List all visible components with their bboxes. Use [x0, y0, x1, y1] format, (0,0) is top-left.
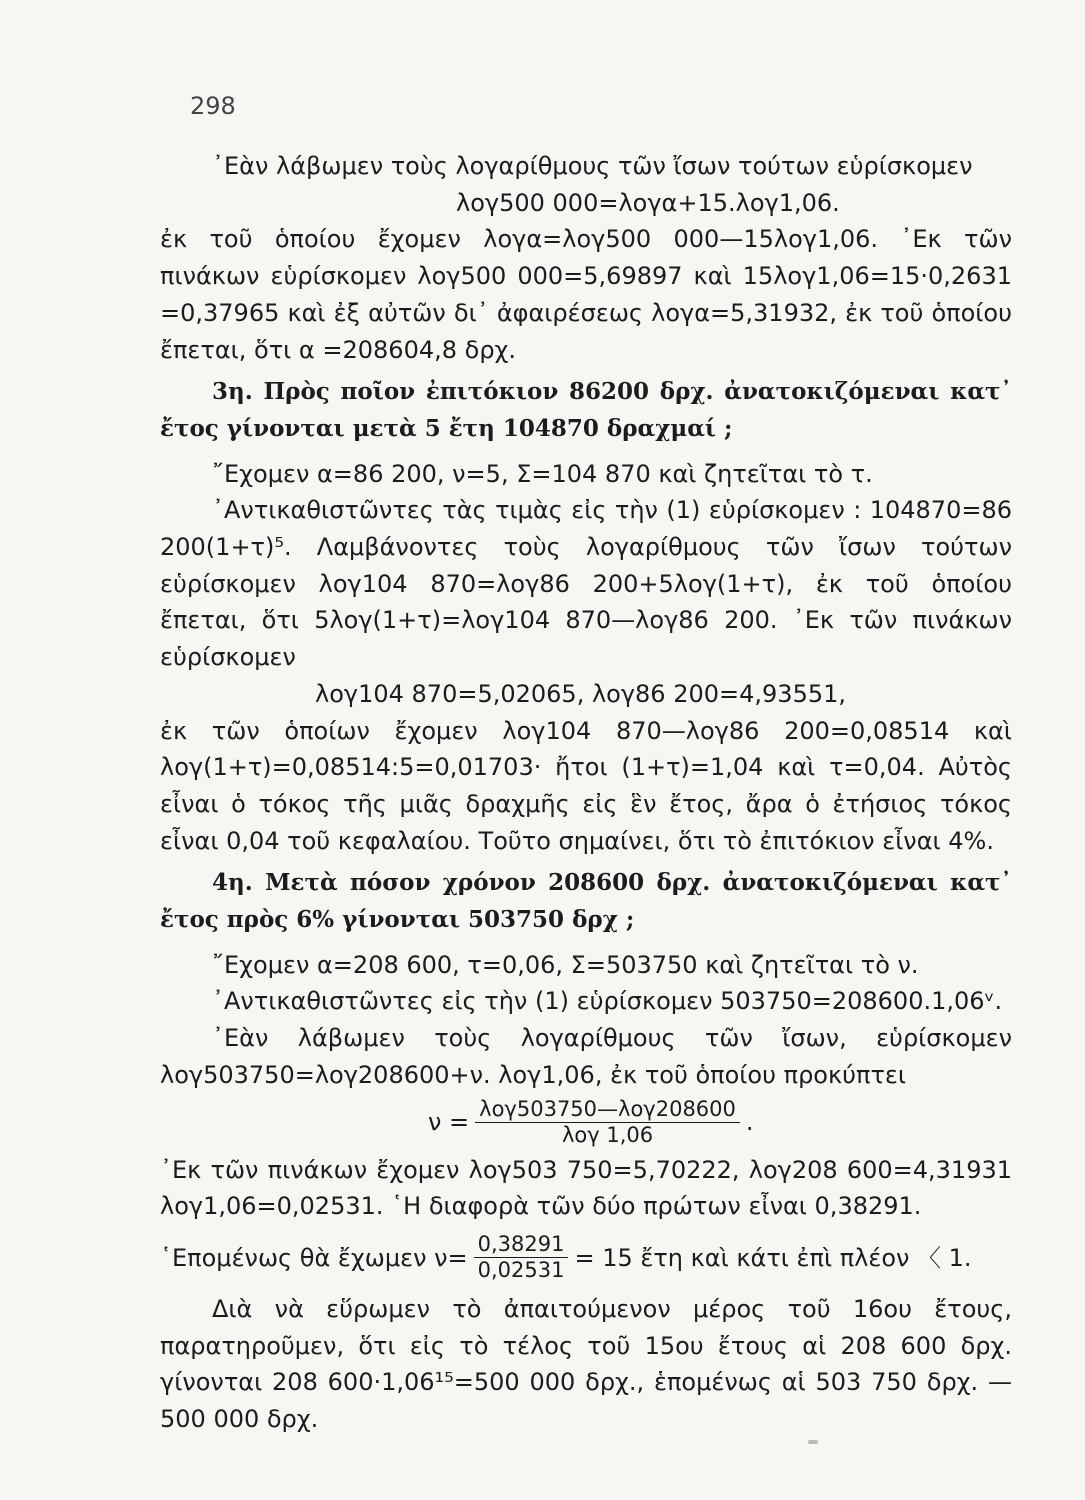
- formula-prefix: ῾Επομένως θὰ ἔχωμεν ν=: [160, 1243, 468, 1272]
- paragraph: ᾿Αντικαθιστῶντες εἰς τὴν (1) εὑρίσκομεν 503750=208600.1,06ᵛ.: [212, 987, 1003, 1016]
- fraction: [474, 1232, 569, 1283]
- paragraph: ῎Εχομεν α=86 200, ν=5, Σ=104 870 καὶ ζητεῖται τὸ τ.: [212, 459, 873, 488]
- fraction-denominator: 0,02531: [477, 1258, 565, 1283]
- paragraph: ᾿Εὰν λάβωμεν τοὺς λογαρίθμους τῶν ἴσων, εὑρίσκομεν λογ503750=λογ208600+ν. λογ1,06, ἐκ τοῦ ὁποίου προκύπτει: [160, 1024, 1012, 1089]
- problem-heading-4: 4η. Μετὰ πόσον χρόνον 208600 δρχ. ἀνατοκιζόμεναι κατ᾿ ἔτος πρὸς 6% γίνονται 503750 δρχ ;: [160, 869, 1012, 934]
- formula-suffix: = 15 ἔτη καὶ κάτι ἐπὶ πλέον 〈 1.: [574, 1243, 972, 1272]
- paragraph: ῎Εχομεν α=208 600, τ=0,06, Σ=503750 καὶ ζητεῖται τὸ ν.: [212, 950, 919, 979]
- paragraph: ἐκ τῶν ὁποίων ἔχομεν λογ104 870—λογ86 200=0,08514 καὶ λογ(1+τ)=0,08514:5=0,01703· ἤτοι (1+τ)=1,04 καὶ τ=0,04. Αὐτὸς εἶναι ὁ τόκος τῆς μιᾶς δραχμῆς εἰς ἓν ἔτος, ἄρα ὁ ἐτήσιος τόκος εἶναι 0,04 τοῦ κεφαλαίου. Τοῦτο σημαίνει, ὅτι τὸ ἐπιτόκιον εἶναι 4%.: [160, 716, 1012, 855]
- fraction-numerator: λογ503750—λογ208600: [475, 1097, 740, 1123]
- formula-end: .: [745, 1108, 754, 1137]
- problem-heading-3: 3η. Πρὸς ποῖον ἐπιτόκιον 86200 δρχ. ἀνατοκιζόμεναι κατ᾿ ἔτος γίνονται μετὰ 5 ἔτη 104870 δραχμαί ;: [160, 378, 1012, 442]
- fraction-formula-result: [160, 1225, 1012, 1291]
- page-body: [160, 148, 1012, 1438]
- formula-line: λογ104 870=5,02065, λογ86 200=4,93551,: [315, 679, 846, 708]
- paragraph: ἐκ τοῦ ὁποίου ἔχομεν λογα=λογ500 000—15λογ1,06. ᾿Εκ τῶν πινάκων εὑρίσκομεν λογ500 000=5,69897 καὶ 15λογ1,06=15·0,2631 =0,37965 καὶ ἐξ αὐτῶν δι᾿ ἀφαιρέσεως λογα=5,31932, ἐκ τοῦ ὁποίου ἔπεται, ὅτι α =208604,8 δρχ.: [160, 225, 1012, 364]
- paragraph: ᾿Αντικαθιστῶντες τὰς τιμὰς εἰς τὴν (1) εὑρίσκομεν : 104870=86 200(1+τ)⁵. Λαμβάνοντες τοὺς λογαρίθμους τῶν ἴσων τούτων εὑρίσκομεν λογ104 870=λογ86 200+5λογ(1+τ), ἐκ τοῦ ὁποίου ἔπεται, ὅτι 5λογ(1+τ)=λογ104 870—λογ86 200. ᾿Εκ τῶν πινάκων εὑρίσκομεν: [160, 496, 1012, 672]
- page-number: 298: [190, 92, 236, 120]
- paragraph: ᾿Εὰν λάβωμεν τοὺς λογαρίθμους τῶν ἴσων τούτων εὑρίσκομεν: [212, 152, 973, 180]
- formula-lhs: ν =: [428, 1108, 470, 1137]
- scan-smudge: [808, 1440, 818, 1444]
- fraction-formula-nu: [160, 1094, 1012, 1152]
- fraction: [475, 1097, 740, 1148]
- paragraph: ᾿Εκ τῶν πινάκων ἔχομεν λογ503 750=5,70222, λογ208 600=4,31931 λογ1,06=0,02531. ῾Η διαφορὰ τῶν δύο πρώτων εἶναι 0,38291.: [160, 1155, 1012, 1221]
- paragraph: Διὰ νὰ εὕρωμεν τὸ ἀπαιτούμενον μέρος τοῦ 16ου ἔτους, παρατηροῦμεν, ὅτι εἰς τὸ τέλος τοῦ 15ου ἔτους αἱ 208 600 δρχ. γίνονται 208 600·1,06¹⁵=500 000 δρχ., ἑπομένως αἱ 503 750 δρχ. —500 000 δρχ.: [160, 1294, 1012, 1434]
- fraction-denominator: λογ 1,06: [561, 1123, 654, 1148]
- fraction-numerator: 0,38291: [474, 1232, 569, 1258]
- formula-line: λογ500 000=λογα+15.λογ1,06.: [456, 188, 840, 217]
